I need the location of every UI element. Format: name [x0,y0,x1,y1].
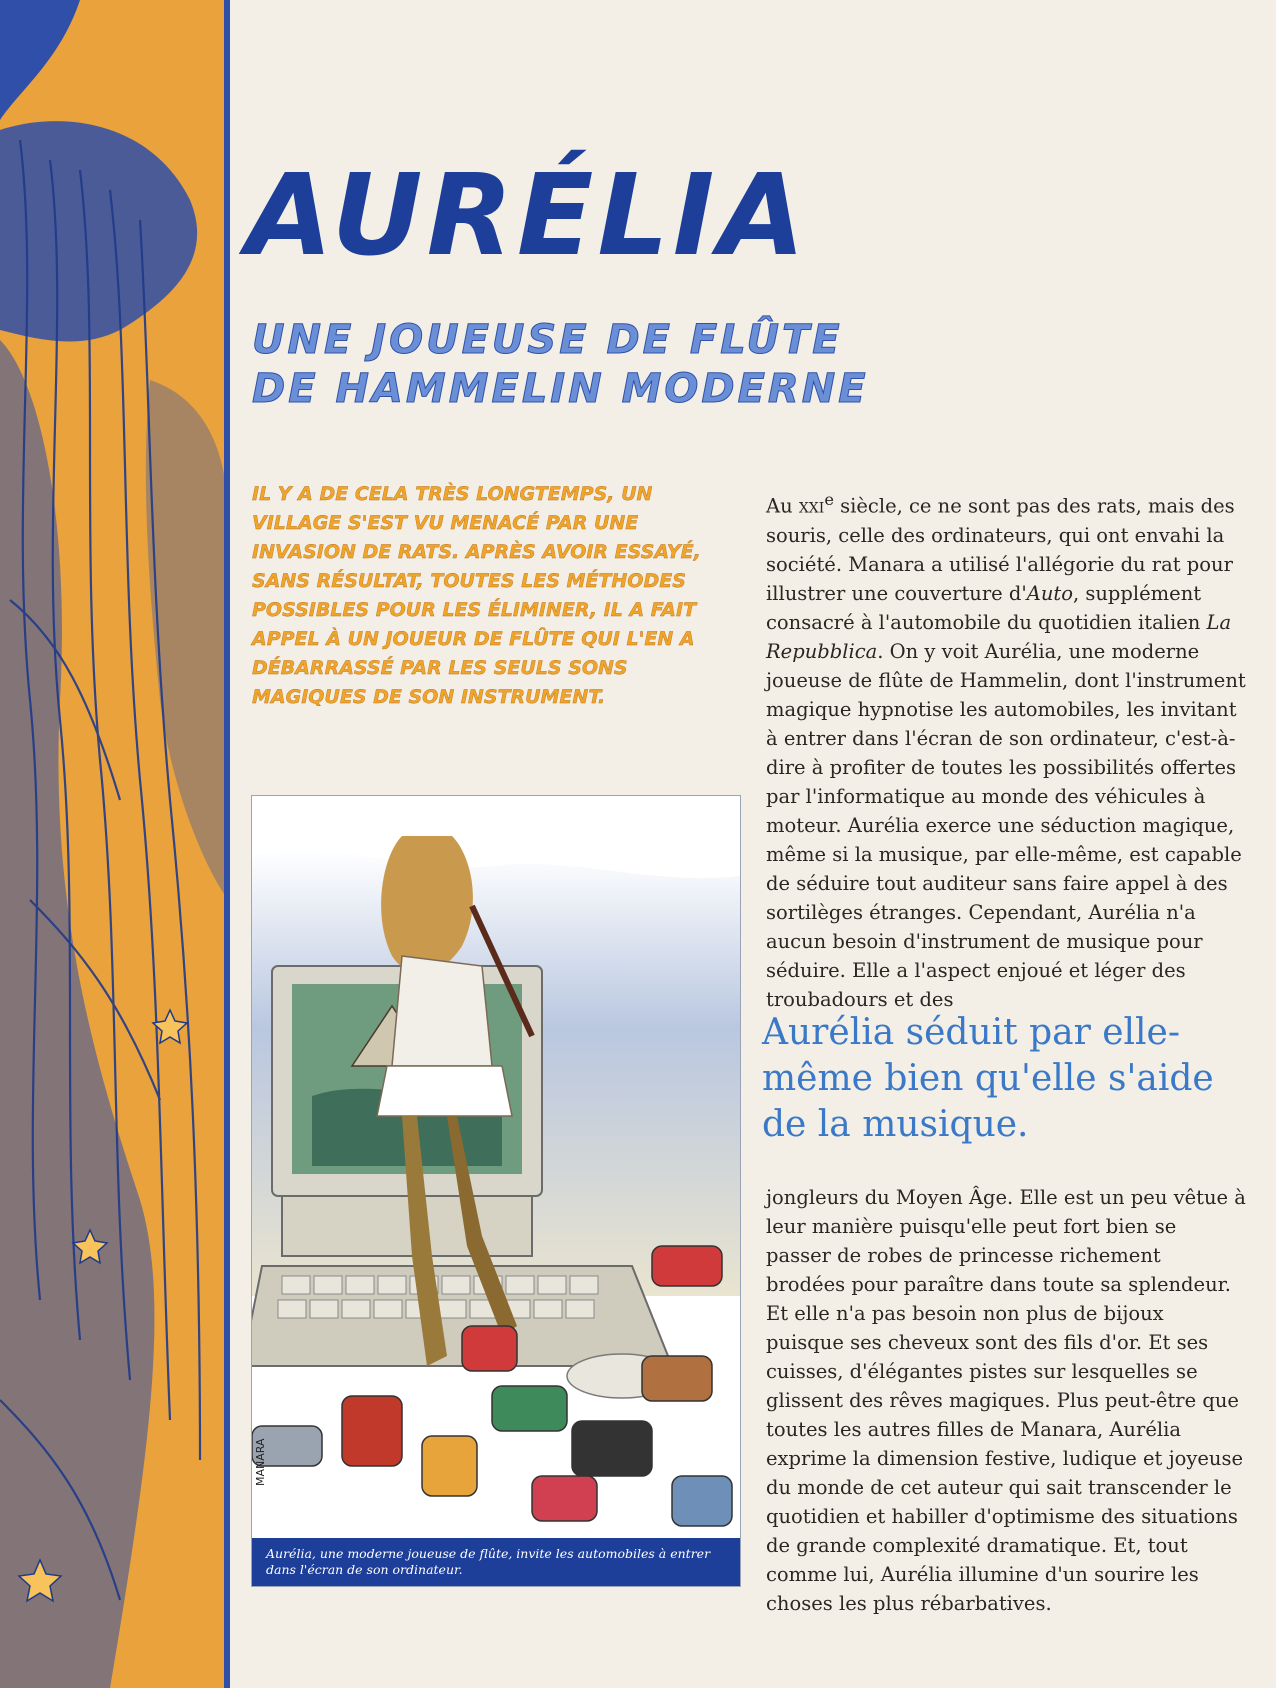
article-paragraph-1 [766,485,1246,1014]
century-numeral: xxi [798,494,825,518]
intro-paragraph: IL Y A DE CELA TRÈS LONGTEMPS, UN VILLAGE S'EST VU MENACÉ PAR UNE INVASION DE RATS. APRÈS AVOIR ESSAYÉ, SANS RÉSULTAT, TOUTES LES MÉTHODES POSSIBLES POUR LES ÉLIMINER, IL A FAIT APPEL À UN JOUEUR DE FLÛTE QUI L'EN A DÉBARRASSÉ PAR LES SEULS SONS MAGIQUES DE SON INSTRUMENT. [252,483,701,708]
article-text: Au [766,494,799,518]
strip-divider [224,0,230,1688]
illustration-figure [251,795,741,1587]
newspaper-title: La Repubblica [766,610,1232,663]
flute-player-illustration [252,796,740,1538]
subtitle-line-2: DE HAMMELIN MODERNE [252,365,869,412]
century-suffix: e [824,490,834,509]
figure-caption: Aurélia, une moderne joueuse de flûte, invite les automobiles à entrer dans l'écran de son ordinateur. [252,1538,740,1586]
pull-quote: Aurélia séduit par elle-même bien qu'elle s'aide de la musique. [762,1012,1214,1145]
page-subtitle [252,316,869,414]
woman-hair-illustration [0,0,228,1688]
side-illustration [0,0,228,1688]
page-title: AURÉLIA [246,151,810,281]
article-paragraph-2: jongleurs du Moyen Âge. Elle est un peu vêtue à leur manière puisqu'elle peut fort bien se passer de robes de princesse richement brodées pour paraître dans toute sa splendeur. Et elle n'a pas besoin non plus de bijoux puisque ses cheveux sont des fils d'or. Et ses cuisses, d'élégantes pistes sur lesquelles se glissent des rêves magiques. Plus peut-être que toutes les autres filles de Manara, Aurélia exprime la dimension festive, ludique et joyeuse du monde de cet auteur qui sait transcender le quotidien et habiller d'optimisme des situations de grande complexité dramatique. Et, tout comme lui, Aurélia illumine d'un sourire les choses les plus rébarbatives. [766,1186,1246,1615]
article-text: , supplément consacré à l'automobile du quotidien italien [766,581,1207,634]
artist-signature: MANARA [254,1438,267,1486]
article-text: . On y voit Aurélia, une moderne joueuse de flûte de Hammelin, dont l'instrument magique hypnotise les automobiles, les invitant à entrer dans l'écran de son ordinateur, c'est-à-dire à profiter de toutes les possibilités offertes par l'informatique au monde des véhicules à moteur. Aurélia exerce une séduction magique, même si la musique, par elle-même, est capable de séduire tout auditeur sans faire appel à des sortilèges étranges. Cependant, Aurélia n'a aucun besoin d'instrument de musique pour séduire. Elle a l'aspect enjoué et léger des troubadours et des [766,639,1246,1011]
article-text: siècle, ce ne sont pas des rats, mais des souris, celle des ordinateurs, qui ont envahi la société. Manara a utilisé l'allégorie du rat pour illustrer une couverture d' [766,494,1235,605]
publication-title: Auto [1026,581,1073,605]
subtitle-line-1: UNE JOUEUSE DE FLÛTE [252,317,843,363]
